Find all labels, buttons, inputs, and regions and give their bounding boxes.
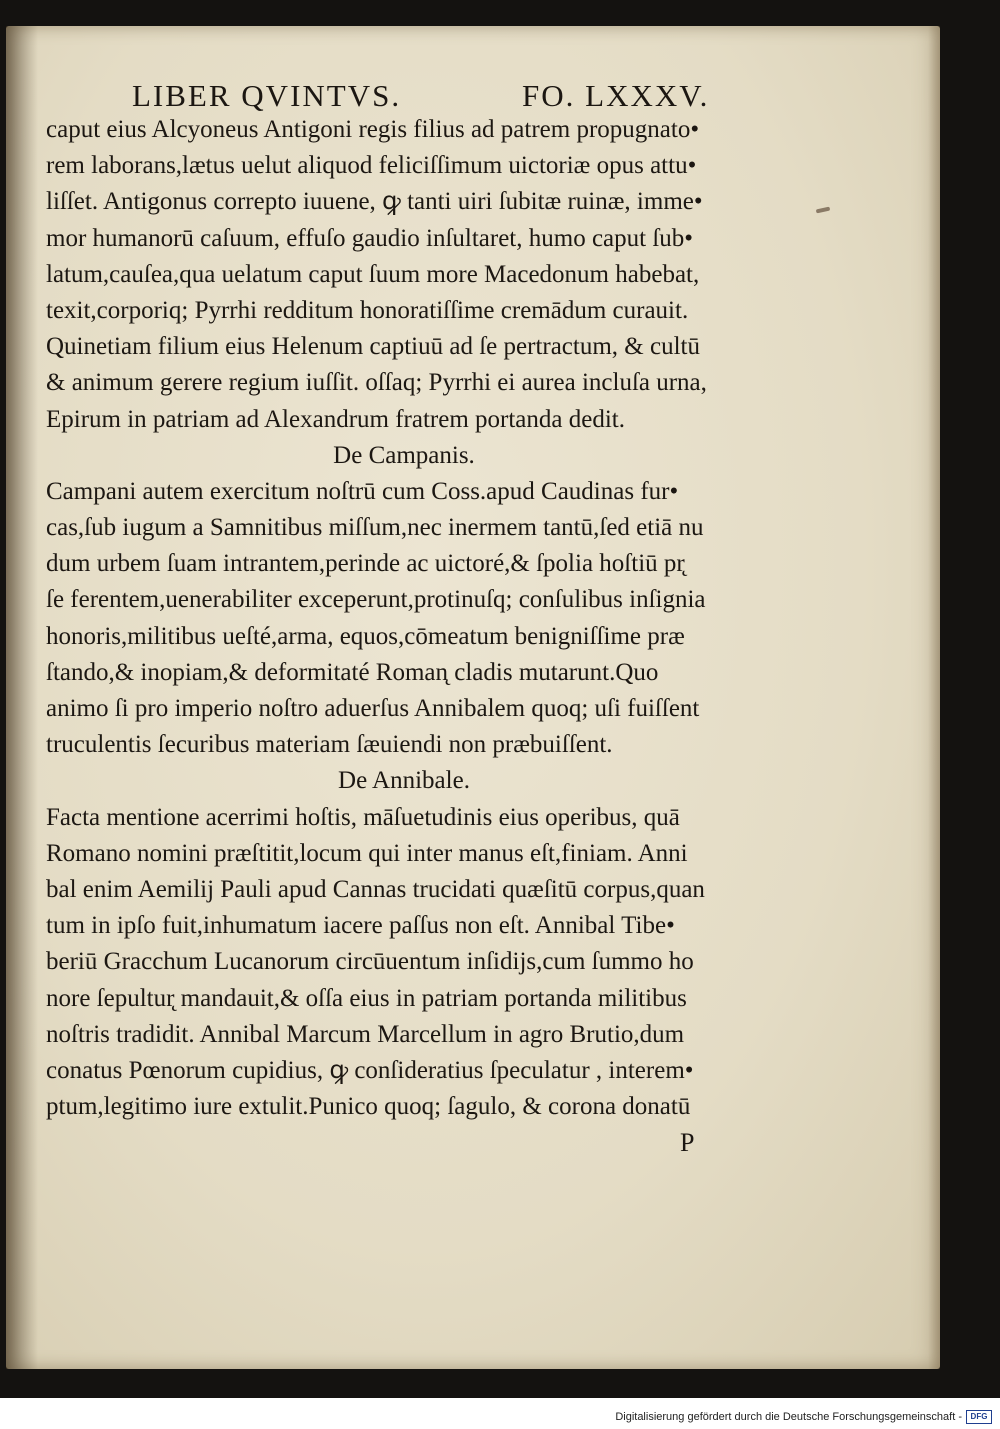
- text-line: Romano nomini præſtitit,locum qui inter manus eſt,finiam. Anni: [46, 839, 688, 867]
- text-line: caput eius Alcyoneus Antigoni regis filius ad patrem propugnato•: [46, 116, 700, 143]
- section-heading-campanis: De Campanis.: [333, 441, 475, 469]
- text-line: Facta mentione acerrimi hoſtis, māſuetudinis eius operibus, quā: [46, 803, 680, 831]
- text-line: liſſet. Antigonus correpto iuuene, ꝙ tanti uiri ſubitæ ruinæ, imme•: [46, 188, 703, 216]
- text-line: latum,cauſea,qua uelatum caput ſuum more Macedonum habebat,: [46, 260, 700, 288]
- text-line: ſtando,& inopiam,& deformitaté Roman̨ cladis mutarunt.Quo: [46, 658, 659, 686]
- folio-number: FO. LXXXV.: [522, 78, 710, 113]
- paragraph-annibale: [46, 800, 762, 1126]
- page-edge-shadow: [928, 26, 940, 1369]
- text-line: ſe ferentem,uenerabiliter exceperunt,protinuſq; conſulibus inſignia: [46, 586, 706, 614]
- text-line: & animum gerere regium iuſſit. oſſaq; Pyrrhi ei aurea incluſa urna,: [46, 369, 707, 397]
- text-line: nore ſepultur̨ mandauit,& oſſa eius in patriam portanda militibus: [46, 984, 687, 1012]
- binding-gutter-shadow: [6, 26, 38, 1369]
- digitization-credit: Digitalisierung gefördert durch die Deutsche Forschungsgemeinschaft -: [615, 1411, 962, 1423]
- text-line: honoris,militibus ueſté,arma, equos,cōmeatum benigniſſime præ: [46, 622, 685, 650]
- section-heading-annibale: De Annibale.: [338, 767, 470, 795]
- text-line: cas,ſub iugum a Samnitibus miſſum,nec inermem tantū,ſed etiā nu: [46, 514, 704, 542]
- text-line: beriū Gracchum Lucanorum circūuentum inſidijs,cum ſummo ho: [46, 948, 694, 976]
- text-line: tum in ipſo fuit,inhumatum iacere paſſus non eſt. Annibal Tibe•: [46, 912, 675, 940]
- text-line: rem laborans,lætus uelut aliquod feliciſſimum uictoriæ opus attu•: [46, 152, 697, 180]
- text-line: bal enim Aemilij Pauli apud Cannas trucidati quæſitū corpus,quan: [46, 875, 705, 903]
- text-line: animo ſi pro imperio noſtro aduerſus Annibalem quoq; uſi fuiſſent: [46, 695, 700, 722]
- text-line: Quinetiam filium eius Helenum captiuū ad ſe pertractum, & cultū: [46, 333, 700, 361]
- signature-mark: P: [680, 1128, 695, 1157]
- dfg-logo: DFG: [966, 1410, 992, 1424]
- text-line: truculentis ſecuribus materiam ſæuiendi non præbuiſſent.: [46, 731, 613, 759]
- text-line: noſtris tradidit. Annibal Marcum Marcellum in agro Brutio,dum: [46, 1020, 685, 1048]
- running-title: LIBER QVINTVS.: [132, 78, 402, 113]
- paragraph-campanis: [46, 474, 762, 764]
- text-line: mor humanorū caſuum, effuſo gaudio inſultaret, humo caput ſub•: [46, 224, 694, 252]
- text-line: Campani autem exercitum noſtrū cum Coss.apud Caudinas fur•: [46, 477, 679, 505]
- paragraph-pyrrhus: [46, 112, 762, 438]
- text-line: texit,corporiq; Pyrrhi redditum honoratiſſime cremādum curauit.: [46, 296, 689, 324]
- text-block: [46, 112, 762, 1125]
- text-line: Epirum in patriam ad Alexandrum fratrem portanda dedit.: [46, 405, 625, 433]
- text-line: ptum,legitimo iure extulit.Punico quoq; ſagulo, & corona donatū: [46, 1093, 691, 1121]
- text-line: conatus Pœnorum cupidius, ꝙ conſideratius ſpeculatur , interem•: [46, 1056, 694, 1084]
- text-line: dum urbem ſuam intrantem,perinde ac uictoré,& ſpolia hoſtiū pr̨: [46, 550, 685, 578]
